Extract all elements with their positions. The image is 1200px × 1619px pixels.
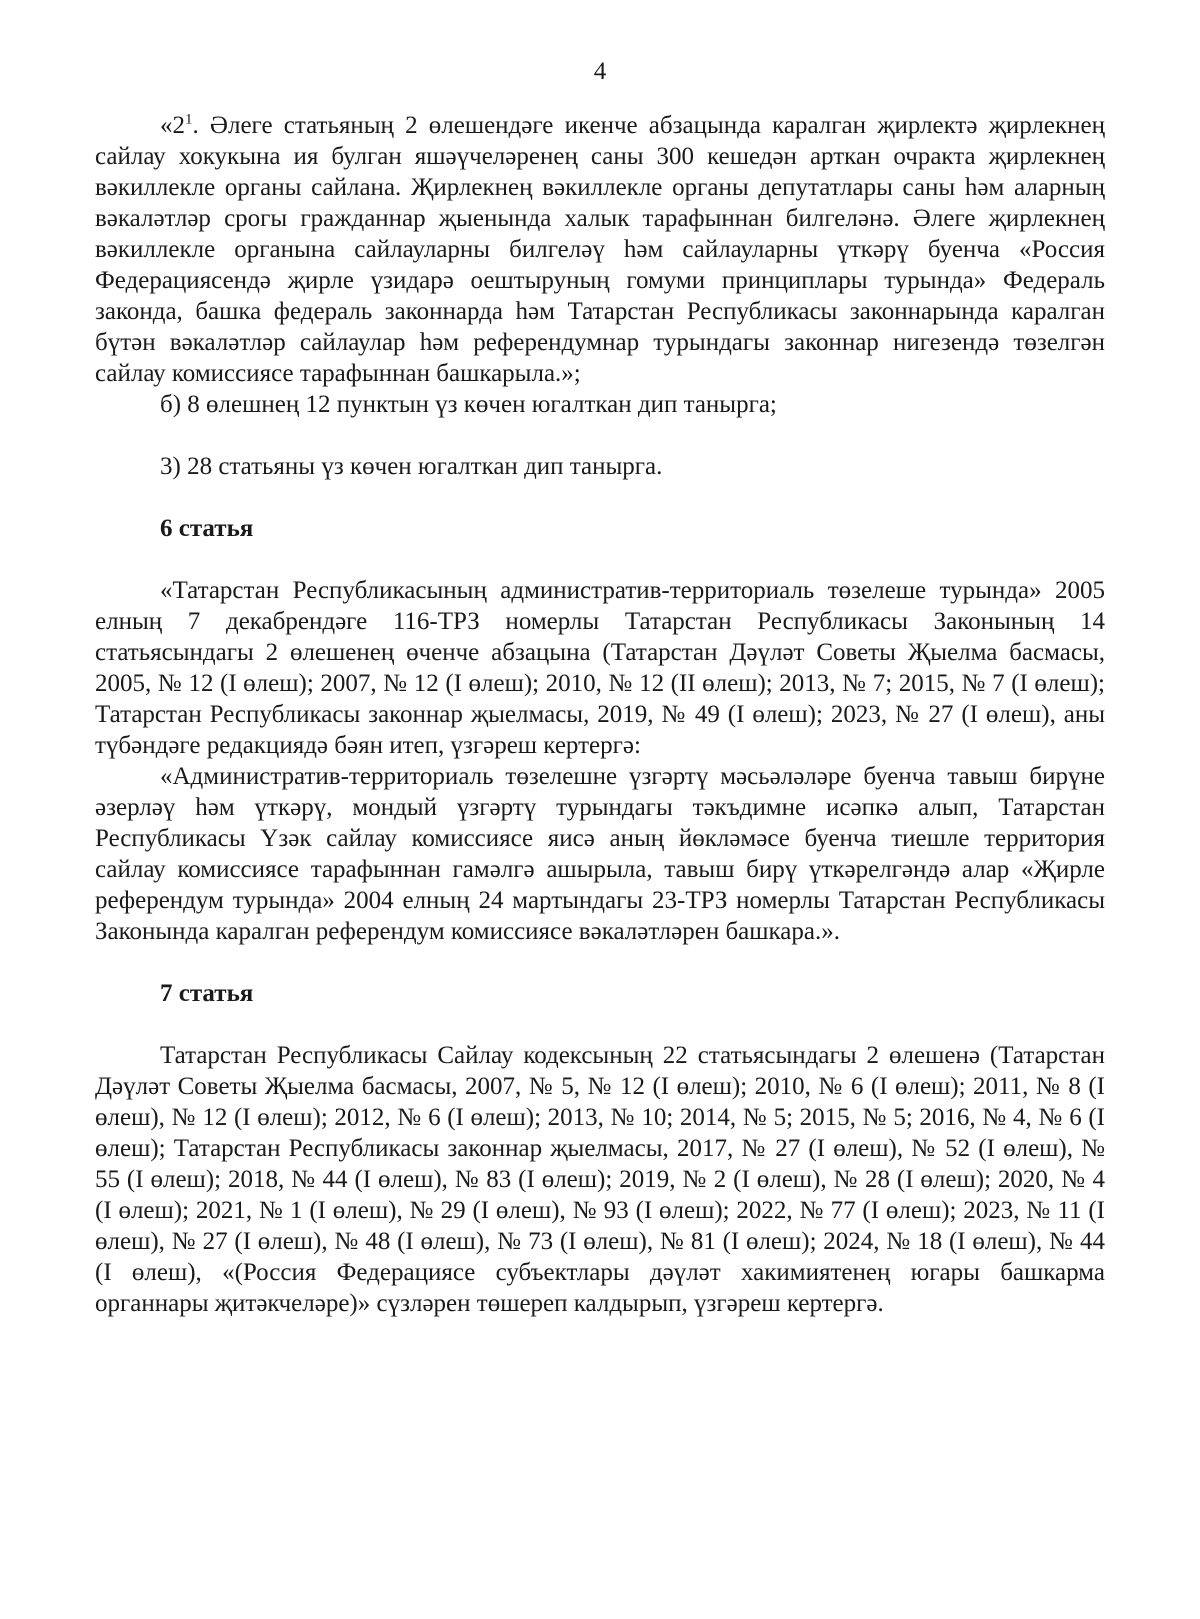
superscript-marker: 1 <box>185 111 193 128</box>
paragraph-text: . Әлеге статьяның 2 өлешендәге икенче абзацында каралган җирлектә җирлекнең сайлау хокукына ия булган яшәүчеләренең саны 300 кешедән арткан очракта җирлекнең вәкиллекле органы сайлана. Җирлекнең вәкиллекле органы депутатлары саны һәм аларның вәкаләтләр срогы гражданнар җыенында халык тарафыннан билгеләнә. Әлеге җирлекнең вәкиллекле органына сайлауларны билгеләү һәм сайлауларны үткәрү буенча «Россия Федерациясендә җирле үзидарә оештыруның гомуми принциплары турында» Федераль законда, башка федераль законнарда һәм Татарстан Республикасы законнарында каралган бүтән вәкаләтләр сайлаулар һәм референдумнар турындагы законнар нигезендә төзелгән сайлау комиссиясе тарафыннан башкарыла.»; <box>95 112 1105 387</box>
heading-article-6: 6 статья <box>160 515 254 542</box>
paragraph-item-b: б) 8 өлешнең 12 пунктын үз көчен югалткан дип танырга; <box>160 391 777 418</box>
paragraph-article-part-2-1 <box>95 110 1105 389</box>
paragraph-prefix: «2 <box>160 112 185 139</box>
document-body <box>95 110 1105 1319</box>
paragraph-article-7-body: Татарстан Республикасы Сайлау кодексының 22 статьясындагы 2 өлешенә (Татарстан Дәүләт Советы Җыелма басмасы, 2007, № 5, № 12 (I өлеш); 2010, № 6 (I өлеш); 2011, № 8 (I өлеш), № 12 (I өлеш); 2012, № 6 (I өлеш); 2013, № 10; 2014, № 5; 2015, № 5; 2016, № 4, № 6 (I өлеш); Татарстан Республикасы законнар җыелмасы, 2017, № 27 (I өлеш), № 52 (I өлеш), № 55 (I өлеш); 2018, № 44 (I өлеш), № 83 (I өлеш); 2019, № 2 (I өлеш), № 28 (I өлеш); 2020, № 4 (I өлеш); 2021, № 1 (I өлеш), № 29 (I өлеш), № 93 (I өлеш); 2022, № 77 (I өлеш); 2023, № 11 (I өлеш), № 27 (I өлеш), № 48 (I өлеш), № 73 (I өлеш), № 81 (I өлеш); 2024, № 18 (I өлеш), № 44 (I өлеш), «(Россия Федерациясе субъектлары дәүләт хакимиятенең югары башкарма органнары җитәкчеләре)» сүзләрен төшереп калдырып, үзгәреш кертергә. <box>95 1042 1105 1317</box>
heading-article-7: 7 статья <box>160 980 254 1007</box>
page-number: 4 <box>593 58 607 85</box>
paragraph-article-6-quote: «Административ-территориаль төзелешне үзгәртү мәсьәләләре буенча тавыш бирүне әзерләү һәм үткәрү, мондый үзгәртү турындагы тәкъдимне исәпкә алып, Татарстан Республикасы Үзәк сайлау комиссиясе яисә аның йөкләмәсе буенча тиешле территория сайлау комиссиясе тарафыннан гамәлгә ашырыла, тавыш бирү үткәрелгәндә алар «Җирле референдум турында» 2004 елның 24 мартындагы 23-ТРЗ номерлы Татарстан Республикасы Законында каралган референдум комиссиясе вәкаләтләрен башкара.». <box>95 763 1105 945</box>
paragraph-item-3: 3) 28 статьяны үз көчен югалткан дип танырга. <box>160 453 663 480</box>
paragraph-article-6-body: «Татарстан Республикасының административ-территориаль төзелеше турында» 2005 елның 7 декабрендәге 116-ТРЗ номерлы Татарстан Республикасы Законының 14 статьясындагы 2 өлешенең өченче абзацына (Татарстан Дәүләт Советы Җыелма басмасы, 2005, № 12 (I өлеш); 2007, № 12 (I өлеш); 2010, № 12 (II өлеш); 2013, № 7; 2015, № 7 (I өлеш); Татарстан Республикасы законнар җыелмасы, 2019, № 49 (I өлеш); 2023, № 27 (I өлеш), аны түбәндәге редакциядә бәян итеп, үзгәреш кертергә: <box>95 577 1105 759</box>
